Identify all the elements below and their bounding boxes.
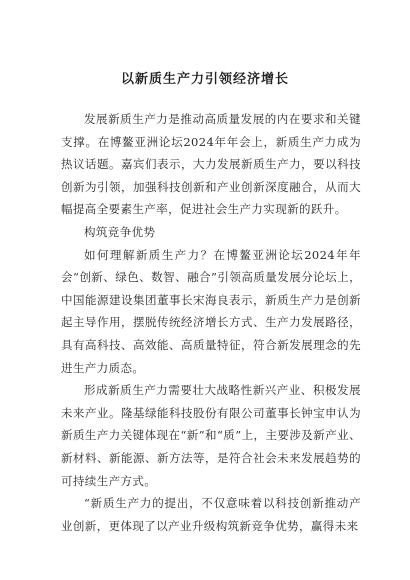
paragraph-intro: 发展新质生产力是推动高质量发展的内在要求和关键支撑。在博鳌亚洲论坛2024年年会上，新质生产力成为热议话题。嘉宾们表示，大力发展新质生产力，要以科技创新为引领，加强科技创新和产业创新深度融合，从而大幅提高全要素生产率，促进社会生产力实现新的跃升。 — [61, 112, 361, 217]
section-heading: 构筑竞争优势 — [84, 224, 156, 239]
paragraph-quote: “新质生产力的提出，不仅意味着以科技创新推动产业创新，更体现了以产业升级构筑新竞争优势，赢得未来 — [61, 496, 361, 533]
paragraph-industries: 形成新质生产力需要壮大战略性新兴产业、积极发展未来产业。隆基绿能科技股份有限公司董事长钟宝申认为新质生产力关键体现在“新”和“质”上，主要涉及新产业、新材料、新能源、新方法等，是符合社会未来发展趋势的可持续生产方式。 — [61, 383, 361, 488]
document-body — [61, 108, 361, 537]
document-title: 以新质生产力引领经济增长 — [120, 72, 289, 87]
paragraph-definition: 如何理解新质生产力？在博鳌亚洲论坛2024年年会“创新、绿色、数智、融合”引领高质量发展分论坛上，中国能源建设集团董事长宋海良表示，新质生产力是创新起主导作用，摆脱传统经济增长方式、生产力发展路径，具有高科技、高效能、高质量特征，符合新发展理念的先进生产力质态。 — [61, 247, 361, 375]
